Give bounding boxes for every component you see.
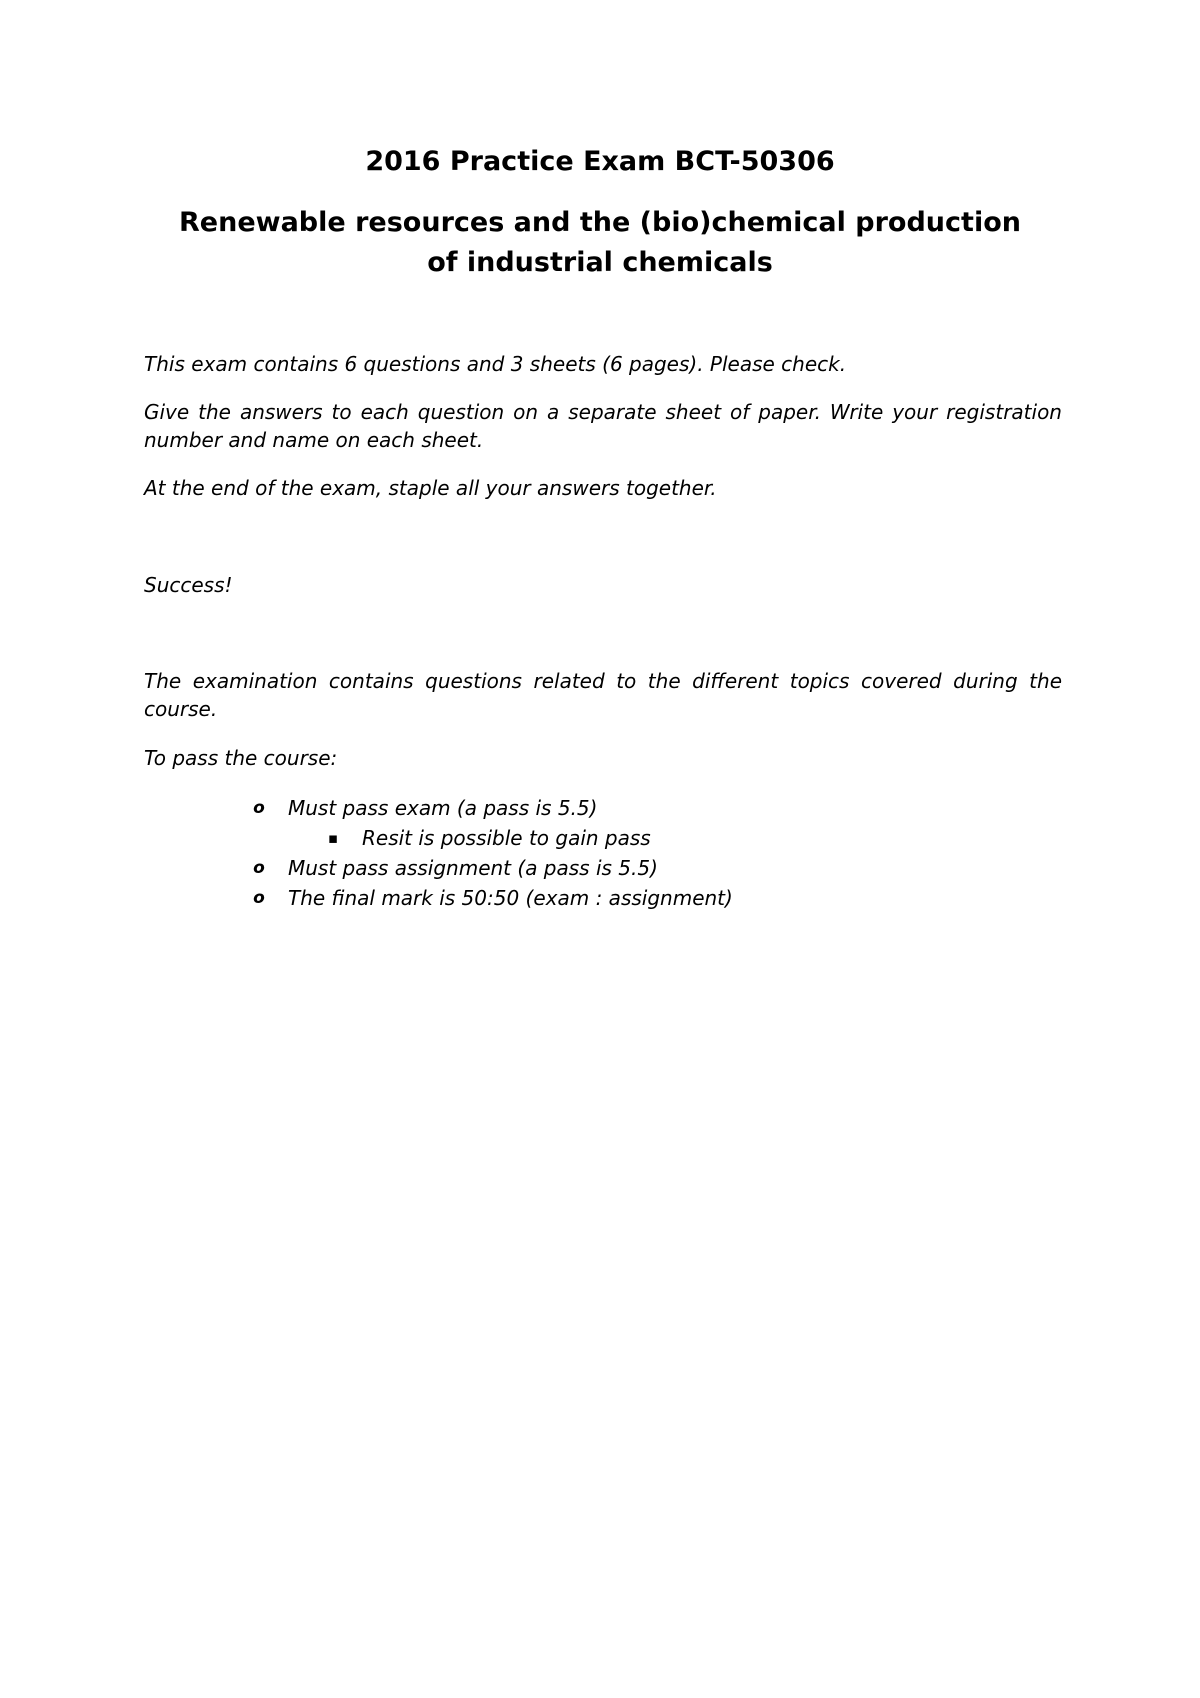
circle-bullet-icon: o [253,858,265,878]
list-item-label: The final mark is 50:50 (exam : assignment) [288,886,733,910]
exam-subtitle-line-2: of industrial chemicals [427,247,773,278]
exam-title: 2016 Practice Exam BCT-50306 [365,146,835,177]
pass-requirements-heading: To pass the course: [144,746,338,770]
list-item-label: Must pass assignment (a pass is 5.5) [288,856,658,880]
list-item [0,823,1200,853]
list-item-label: Resit is possible to gain pass [362,826,651,850]
exam-contents-note: This exam contains 6 questions and 3 sheets (6 pages). Please check. [144,352,847,376]
list-item [0,853,1200,883]
list-item [0,793,1200,823]
list-item [0,883,1200,913]
square-bullet-icon: ▪ [327,829,339,847]
answer-sheet-instruction: Give the answers to each question on a separate sheet of paper. Write your registration number and name on each sheet. [144,400,1062,452]
exam-subtitle [0,203,1200,283]
circle-bullet-icon: o [253,888,265,908]
exam-subtitle-line-1: Renewable resources and the (bio)chemical production [179,207,1021,238]
success-note: Success! [144,573,233,597]
staple-instruction: At the end of the exam, staple all your answers together. [144,476,717,500]
pass-requirements-list [0,793,1200,913]
circle-bullet-icon: o [253,798,265,818]
topics-note: The examination contains questions related to the different topics covered during the course. [144,669,1062,721]
list-item-label: Must pass exam (a pass is 5.5) [288,796,598,820]
